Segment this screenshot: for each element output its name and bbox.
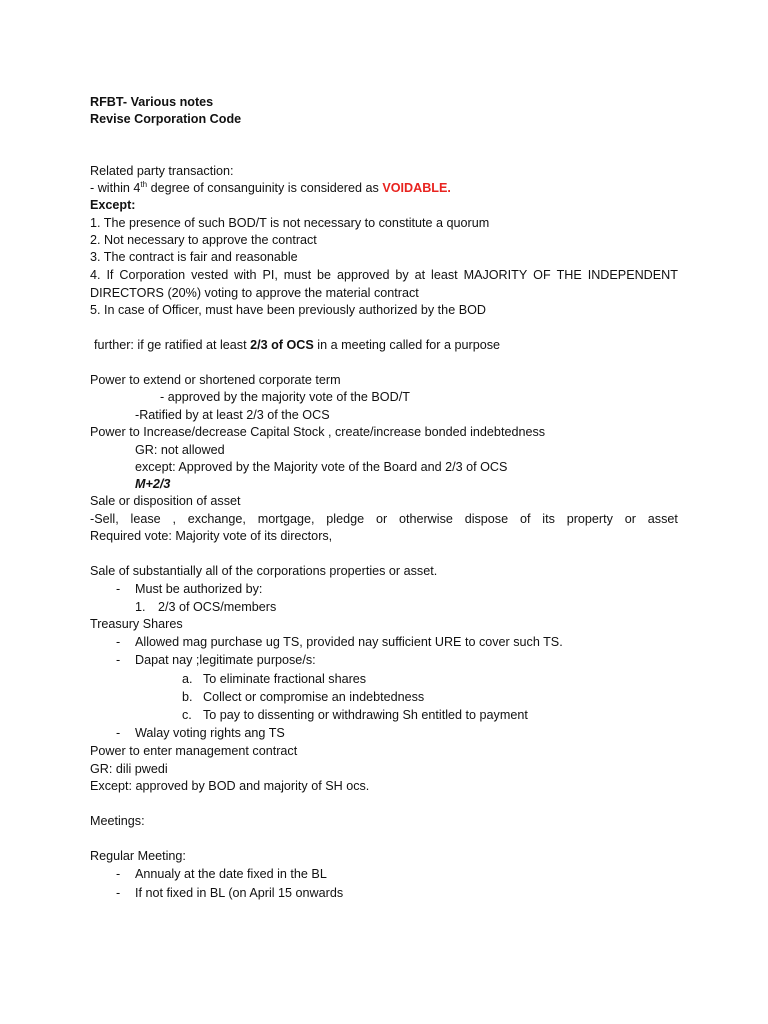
rpt-item-4: 4. If Corporation vested with PI, must be approved by at least MAJORITY OF THE INDEPENDENT: [90, 268, 678, 282]
term-line-b: -Ratified by at least 2/3 of the OCS: [135, 408, 330, 422]
sale-required: Required vote: Majority vote of its directors,: [90, 529, 333, 543]
sale-must: Must be authorized by:: [135, 582, 263, 596]
regular-r2: If not fixed in BL (on April 15 onwards: [135, 886, 344, 900]
term-line-a: - approved by the majority vote of the BOD/T: [160, 390, 410, 404]
sale-substantial: Sale of substantially all of the corporations properties or asset.: [90, 564, 438, 578]
regular-r1: Annualy at the date fixed in the BL: [135, 867, 327, 881]
sale-must-num: 1.: [135, 600, 146, 614]
rpt-except: Except:: [90, 198, 136, 212]
rpt-item-4-cont: DIRECTORS (20%) voting to approve the material contract: [90, 286, 419, 300]
capital-except: except: Approved by the Majority vote of the Board and 2/3 of OCS: [135, 460, 508, 474]
rpt-item-1: 1. The presence of such BOD/T is not necessary to constitute a quorum: [90, 216, 490, 230]
treasury-heading: Treasury Shares: [90, 617, 183, 631]
mgmt-gr: GR: dili pwedi: [90, 762, 168, 776]
bullet-dash: -: [116, 886, 121, 900]
capital-gr: GR: not allowed: [135, 443, 225, 457]
mgmt-except: Except: approved by BOD and majority of SH ocs.: [90, 779, 370, 793]
sale-must-item: 2/3 of OCS/members: [158, 600, 277, 614]
rpt-item-5: 5. In case of Officer, must have been previously authorized by the BOD: [90, 303, 486, 317]
treasury-b3: Walay voting rights ang TS: [135, 726, 285, 740]
bullet-dash: -: [116, 582, 121, 596]
treasury-sub-c: To pay to dissenting or withdrawing Sh entitled to payment: [203, 708, 528, 722]
term-heading: Power to extend or shortened corporate term: [90, 373, 341, 387]
doc-subtitle: Revise Corporation Code: [90, 112, 242, 126]
sale-heading: Sale or disposition of asset: [90, 494, 241, 508]
capital-heading: Power to Increase/decrease Capital Stock , create/increase bonded indebtedness: [90, 425, 546, 439]
bullet-dash: -: [116, 726, 121, 740]
bullet-dash: -: [116, 867, 121, 881]
rpt-item-3: 3. The contract is fair and reasonable: [90, 250, 298, 264]
sale-line: -Sell, lease , exchange, mortgage, pledge or otherwise dispose of its property or asset: [90, 512, 678, 526]
treasury-b1: Allowed mag purchase ug TS, provided nay sufficient URE to cover such TS.: [135, 635, 563, 649]
regular-heading: Regular Meeting:: [90, 849, 186, 863]
mgmt-heading: Power to enter management contract: [90, 744, 298, 758]
treasury-sub-letter: b.: [182, 690, 193, 704]
rpt-item-2: 2. Not necessary to approve the contract: [90, 233, 317, 247]
rpt-line1: - within 4th degree of consanguinity is considered as VOIDABLE.: [90, 179, 451, 195]
bullet-dash: -: [116, 635, 121, 649]
meetings-heading: Meetings:: [90, 814, 145, 828]
treasury-sub-b: Collect or compromise an indebtedness: [203, 690, 425, 704]
treasury-sub-a: To eliminate fractional shares: [203, 672, 367, 686]
rpt-heading: Related party transaction:: [90, 164, 234, 178]
capital-formula: M+2/3: [135, 477, 171, 491]
rpt-further: further: if ge ratified at least 2/3 of OCS in a meeting called for a purpose: [94, 338, 501, 352]
treasury-sub-letter: c.: [182, 708, 192, 722]
bullet-dash: -: [116, 653, 121, 667]
treasury-sub-letter: a.: [182, 672, 193, 686]
treasury-b2: Dapat nay ;legitimate purpose/s:: [135, 653, 316, 667]
voidable-label: VOIDABLE.: [382, 181, 451, 195]
doc-title: RFBT- Various notes: [90, 95, 214, 109]
